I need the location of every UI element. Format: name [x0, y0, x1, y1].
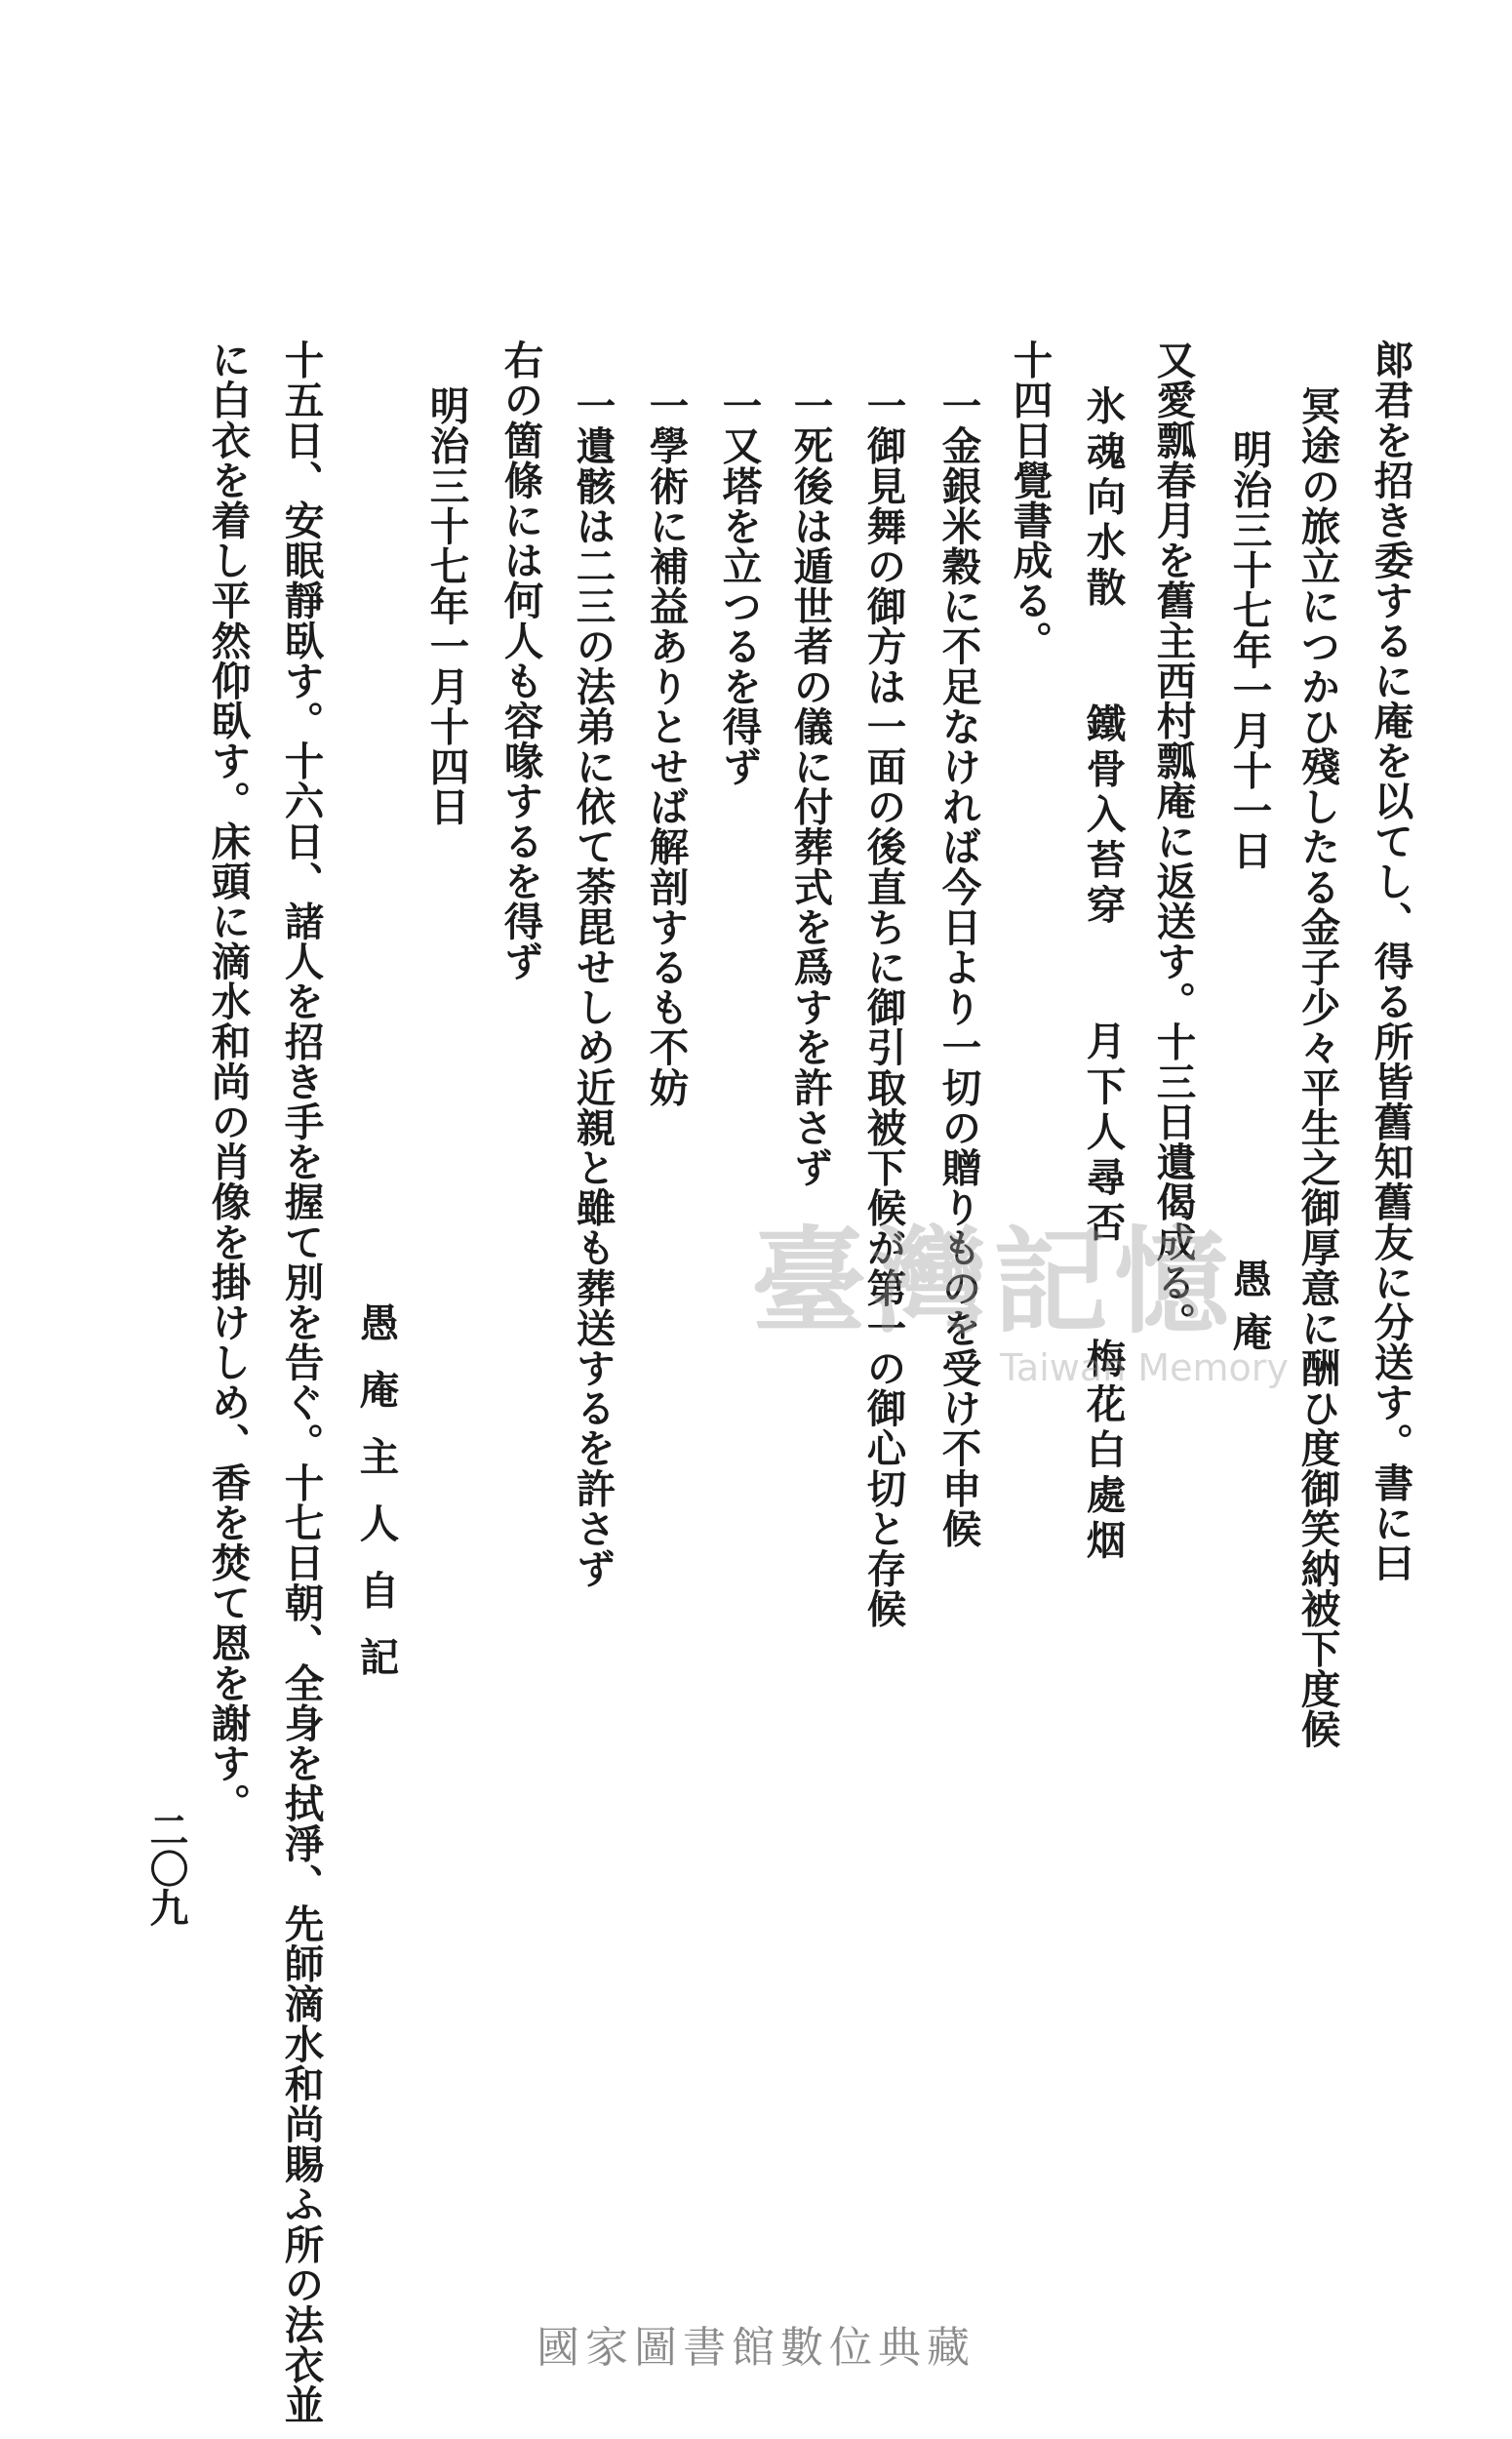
text-column-1: 郞君を招き委するに庵を以てし、得る所皆舊知舊友に分送す。書に曰	[1367, 340, 1414, 1583]
memo-item-1: 一金銀米穀に不足なければ今日より一切の贈りものを受け不申候	[935, 385, 982, 1548]
watermark	[751, 1214, 1297, 1395]
signature-guan: 愚庵	[1225, 1259, 1273, 1365]
date-line-2: 明治三十七年一月十四日	[422, 385, 470, 827]
poem-line: 氷魂向水散 鐵骨入苔穿 月下人尋否 梅花白處烟	[1079, 385, 1127, 1565]
signature-author: 愚庵主人自記	[352, 1302, 400, 1703]
text-column-5: 又愛瓢春月を舊主西村瓢庵に返送す。十三日遺偈成る。	[1149, 340, 1197, 1342]
watermark-cjk: 臺灣記憶	[751, 1214, 1236, 1349]
text-column-14: 右の箇條には何人も容喙するを得ず	[497, 340, 544, 981]
text-column-7: 十四日覺書成る。	[1006, 340, 1054, 660]
page-number: 二〇九	[143, 1810, 189, 1927]
text-column-18: に白衣を着し平然仰臥す。床頭に滴水和尚の肖像を掛けしめ、香を焚て恩を謝す。	[204, 340, 252, 1823]
text-column-2: 冥途の旅立につかひ殘したる金子少々平生之御厚意に酬ひ度御笑納被下度候	[1293, 385, 1341, 1749]
memo-item-2: 一御見舞の御方は一面の後直ちに御引取被下候が第一の御心切と存候	[859, 385, 907, 1629]
watermark-en: Taiwan Memory	[1000, 1346, 1289, 1389]
memo-item-5: 一學術に補益ありとせば解剖するも不妨	[642, 385, 690, 1107]
date-line-1: 明治三十七年一月十一日	[1225, 429, 1273, 871]
text-column-17: 十五日、安眠靜臥す。十六日、諸人を招き手を握て別を告ぐ。十七日朝、全身を拭淨、先師滴水和尚賜ふ所の法衣並	[277, 340, 325, 2425]
footer-credit: 國家圖書館數位典藏	[537, 2323, 975, 2373]
memo-item-3: 一死後は遁世者の儀に付葬式を爲すを許さず	[786, 385, 834, 1187]
memo-item-4: 一又塔を立つるを得ず	[715, 385, 763, 786]
memo-item-6: 一遺骸は二三の法弟に依て荼毘せしめ近親と雖も葬送するを許さず	[569, 385, 617, 1588]
